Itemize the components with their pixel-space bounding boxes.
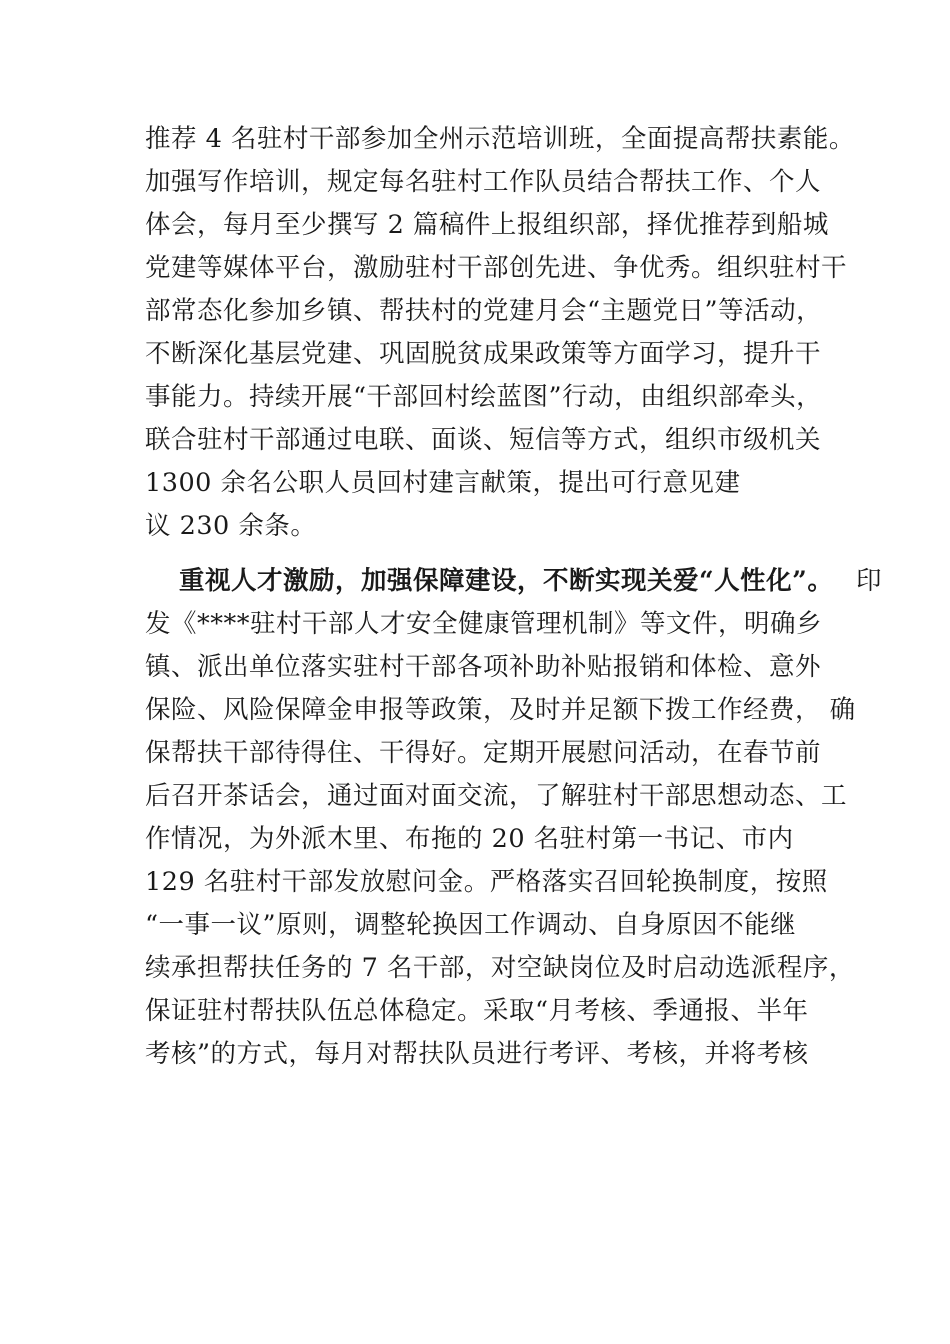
heading-line	[145, 560, 882, 603]
text-line: 考核”的方式，每月对帮扶队员进行考评、考核，并将考核	[145, 1039, 809, 1069]
text-line: 续承担帮扶任务的 7 名干部，对空缺岗位及时启动选派程序，	[145, 953, 855, 983]
text-line: 体会，每月至少撰写 2 篇稿件上报组织部，择优推荐到船城	[145, 210, 829, 240]
text-line: 作情况，为外派木里、布拖的 20 名驻村第一书记、市内	[145, 824, 794, 854]
text-line: 后召开茶话会，通过面对面交流，了解驻村干部思想动态、工	[145, 781, 848, 811]
text-line: 不断深化基层党建、巩固脱贫成果政策等方面学习，提升干	[145, 339, 822, 369]
text-line: 加强写作培训，规定每名驻村工作队员结合帮扶工作、个人	[145, 167, 822, 197]
text-line: 推荐 4 名驻村干部参加全州示范培训班，全面提高帮扶素能。	[145, 124, 855, 154]
text-line: 保帮扶干部待得住、干得好。定期开展慰问活动，在春节前	[145, 738, 822, 768]
text-line: 129 名驻村干部发放慰问金。严格落实召回轮换制度，按照	[145, 867, 828, 897]
text-line: 议 230 余条。	[145, 511, 317, 541]
text-line: 事能力。持续开展“干部回村绘蓝图”行动，由组织部牵头，	[145, 382, 823, 412]
paragraph-training	[145, 118, 855, 548]
text-line: 镇、派出单位落实驻村干部各项补助补贴报销和体检、意外	[145, 652, 822, 682]
text-line: 保险、风险保障金申报等政策，及时并足额下拨工作经费， 确	[145, 695, 856, 725]
paragraph-heading: 重视人才激励，加强保障建设，不断实现关爱“人性化”。	[179, 566, 834, 596]
paragraph-incentives	[145, 560, 882, 1076]
text-line: 发《****驻村干部人才安全健康管理机制》等文件，明确乡	[145, 609, 823, 639]
text-line: 1300 余名公职人员回村建言献策，提出可行意见建	[145, 468, 741, 498]
heading-line-rest: 印	[855, 566, 882, 596]
text-line: 党建等媒体平台，激励驻村干部创先进、争优秀。组织驻村干	[145, 253, 848, 283]
text-line: 保证驻村帮扶队伍总体稳定。采取“月考核、季通报、半年	[145, 996, 809, 1026]
text-line: 部常态化参加乡镇、帮扶村的党建月会“主题党日”等活动，	[145, 296, 823, 326]
text-line: 联合驻村干部通过电联、面谈、短信等方式，组织市级机关	[145, 425, 822, 455]
text-line: “一事一议”原则，调整轮换因工作调动、自身原因不能继	[145, 910, 797, 940]
